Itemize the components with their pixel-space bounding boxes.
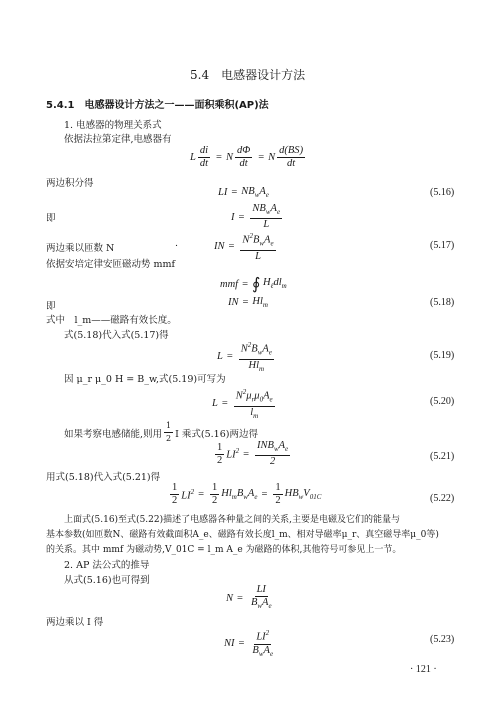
- eqnum-5-21: (5.21): [430, 451, 455, 462]
- eqnum-5-18: (5.18): [430, 297, 455, 308]
- eqnum-5-23: (5.23): [430, 634, 455, 645]
- equation-I: I = $\frac{NB_wA_e}{L}$: [231, 203, 281, 231]
- para-8: 式中 l_m——磁路有效长度。: [46, 315, 177, 326]
- eqnum-5-17: (5.17): [430, 240, 455, 251]
- para-4: 即: [46, 213, 56, 224]
- para-1: 1. 电感器的物理关系式: [64, 120, 162, 131]
- equation-ampere: mmf = ∮ $H_\ell dl_m$: [220, 276, 287, 293]
- subsection-title: 5.4.1 电感器设计方法之一——面积乘积(AP)法: [46, 100, 269, 111]
- para-13c: 的关系。其中 mmf 为磁动势,V_01C = l_m A_e 为磁路的体积,其他符号可参见上一节。: [46, 545, 402, 555]
- para-13a: 上面式(5.16)至式(5.22)描述了电感器各种量之间的关系,主要是电磁及它们的能量与: [64, 515, 400, 525]
- para-16: 两边乘以 I 得: [46, 617, 104, 628]
- equation-N: N = $\frac{LI}{B_wA_e}$: [226, 584, 272, 611]
- equation-5-20: L = $\frac{N^2\mu_r\mu_0A_e}{l_m}$: [212, 388, 273, 420]
- equation-5-18: IN = $Hl_m$: [228, 296, 268, 310]
- para-10: 因 μ_r μ_0 H = B_w,式(5.19)可写为: [64, 374, 226, 385]
- equation-5-21: $\frac{1}{2}$ $LI^2$ = $\frac{INB_wA_e}{2}$: [217, 440, 289, 468]
- para-14: 2. AP 法公式的推导: [64, 560, 150, 571]
- eqnum-5-22: (5.22): [430, 493, 455, 504]
- equation-faraday: L $\frac{di}{dt}$ = N $\frac{d\Phi}{dt}$ = N $\frac{d(BS)}{dt}$: [190, 145, 304, 169]
- para-12: 用式(5.18)代入式(5.21)得: [46, 472, 161, 483]
- section-title: 5.4 电感器设计方法: [190, 68, 306, 82]
- para-6: 依据安培定律安匝磁动势 mmf: [46, 259, 176, 270]
- para-9: 式(5.18)代入式(5.17)得: [64, 330, 169, 341]
- para-11-lead: 如果考察电感储能,则用: [64, 428, 163, 440]
- equation-5-16: LI = $NB_wA_e$: [218, 186, 269, 200]
- equation-5-22: $\frac{1}{2}$ $LI^2$ = $\frac{1}{2}$ $Hl_mB_wA_e$ = $\frac{1}{2}$ $HB_wV_{01C}$: [172, 482, 322, 506]
- para-3: 两边积分得: [46, 178, 94, 189]
- eqnum-5-16: (5.16): [430, 187, 455, 198]
- para-5: 两边乘以匝数 N: [46, 243, 115, 254]
- para-7: 即: [46, 301, 56, 312]
- para-2: 依据法拉第定律,电感器有: [64, 134, 172, 145]
- eqnum-5-19: (5.19): [430, 350, 455, 361]
- eqnum-5-20: (5.20): [430, 396, 455, 407]
- para-15: 从式(5.16)也可得到: [64, 575, 150, 586]
- equation-5-23: NI = $\frac{LI^2}{B_wA_e}$: [224, 629, 274, 658]
- para-11-tail: I 乘式(5.16)两边得: [175, 428, 258, 440]
- page-number: · 121 ·: [410, 664, 437, 675]
- equation-5-19: L = $\frac{N^2B_wA_e}{Hl_m}$: [217, 341, 272, 373]
- dot-mark: .: [175, 238, 179, 249]
- para-13b: 基本参数(如匝数N、磁路有效截面积A_e、磁路有效长度l_m、相对导磁率μ_r、真空磁导率μ_0等): [46, 530, 439, 540]
- equation-5-17: IN = $\frac{N^2B_wA_e}{L}$: [214, 232, 274, 262]
- para-11: 如果考察电感储能,则用 $\frac{1}{2}$ I 乘式(5.16)两边得: [64, 421, 258, 443]
